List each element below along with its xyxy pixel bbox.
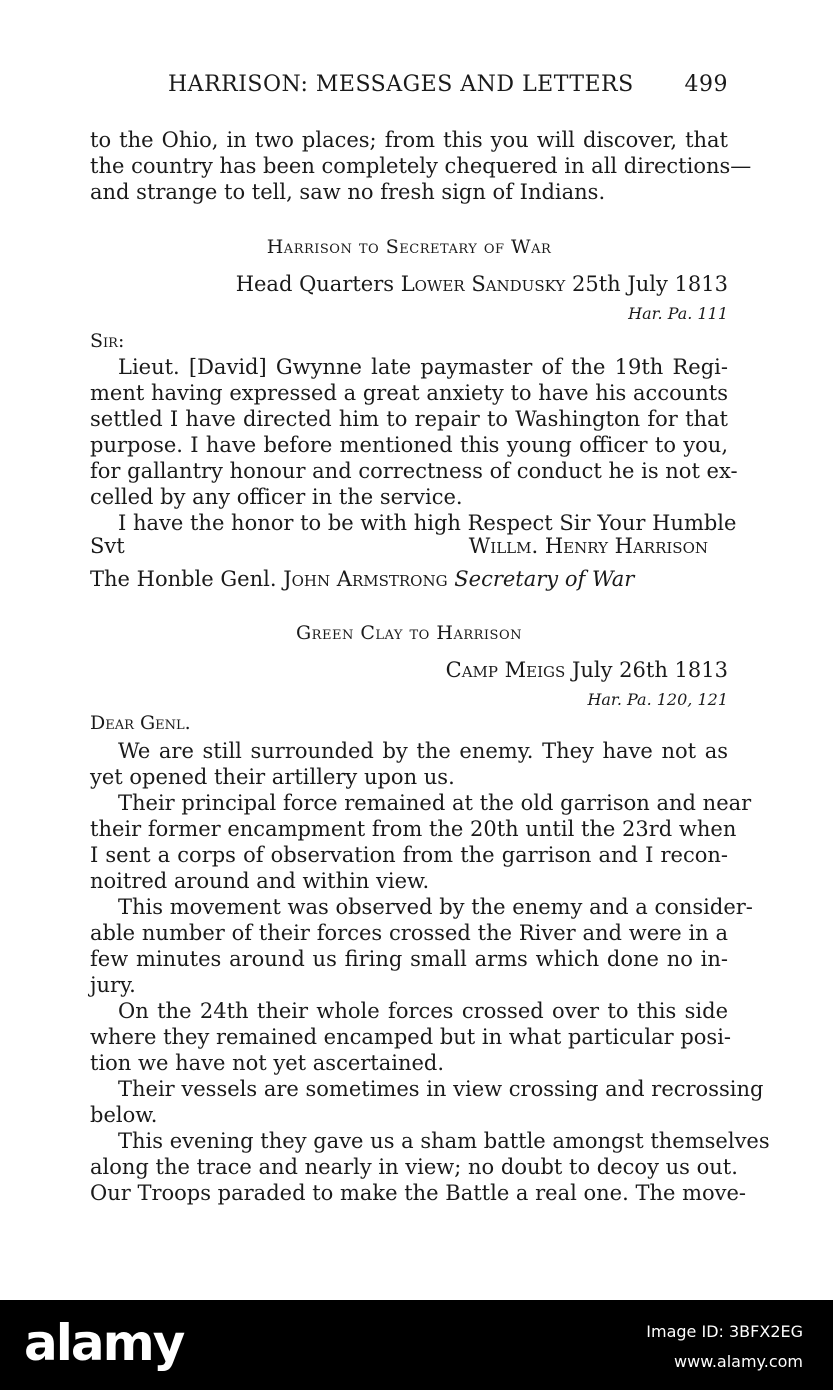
text-line: few minutes around us firing small arms which done no in-: [90, 947, 728, 971]
dateline-prefix: Head Quarters: [235, 272, 401, 296]
text-line: purpose. I have before mentioned this young officer to you,: [90, 433, 728, 457]
source-reference: Har. Pa. 111: [628, 304, 728, 323]
signature: Willm. Henry Harrison: [468, 534, 708, 558]
text-line: This movement was observed by the enemy and a consider-: [118, 895, 753, 919]
text-line: We are still surrounded by the enemy. They have not as: [118, 739, 728, 763]
text-line: Their principal force remained at the old garrison and near: [118, 791, 752, 815]
dateline-date: 25th July 1813: [565, 272, 728, 296]
intro-paragraph: [90, 127, 752, 205]
letter-body: [90, 354, 738, 536]
text-line: able number of their forces crossed the River and were in a: [90, 921, 728, 945]
text-line: This evening they gave us a sham battle amongst themselves: [118, 1129, 770, 1153]
text-line: Their vessels are sometimes in view crossing and recrossing: [118, 1077, 764, 1101]
text-line: On the 24th their whole forces crossed over to this side: [118, 999, 728, 1023]
text-line: settled I have directed him to repair to Washington for that: [90, 407, 728, 431]
text-line: ment having expressed a great anxiety to have his accounts: [90, 381, 728, 405]
text-line: along the trace and nearly in view; no doubt to decoy us out.: [90, 1155, 738, 1179]
dateline-place: Lower Sandusky: [400, 272, 566, 296]
text-line: below.: [90, 1103, 158, 1127]
text-line: where they remained encamped but in what particular posi-: [90, 1025, 732, 1049]
text-line: and strange to tell, saw no fresh sign of Indians.: [90, 180, 606, 204]
watermark-footer: [0, 1300, 833, 1390]
text-line: noitred around and within view.: [90, 869, 430, 893]
running-head: [168, 72, 728, 97]
text-line: Our Troops paraded to make the Battle a real one. The move-: [90, 1181, 747, 1205]
addressee-name: John Armstrong: [283, 567, 448, 591]
signature-row: [90, 534, 708, 558]
running-head-title: HARRISON: MESSAGES AND LETTERS: [168, 72, 634, 97]
text-line: for gallantry honour and correctness of conduct he is not ex-: [90, 459, 738, 483]
text-line: yet opened their artillery upon us.: [90, 765, 455, 789]
addressee: [90, 567, 634, 591]
text-line: the country has been completely chequered in all directions—: [90, 154, 752, 178]
closing-word: Svt: [90, 534, 125, 558]
text-line: jury.: [90, 973, 136, 997]
page-number: 499: [684, 72, 728, 97]
letter-body: [90, 738, 770, 1206]
text-line: tion we have not yet ascertained.: [90, 1051, 445, 1075]
source-reference: Har. Pa. 120, 121: [587, 690, 728, 709]
text-line: to the Ohio, in two places; from this you will discover, that: [90, 128, 728, 152]
text-line: Lieut. [David] Gwynne late paymaster of the 19th Regi-: [118, 355, 728, 379]
image-id-label: Image ID: 3BFX2EG: [646, 1322, 803, 1341]
dateline-place: Camp Meigs: [445, 658, 566, 682]
dateline-date: July 26th 1813: [565, 658, 728, 682]
salutation: Dear Genl.: [90, 712, 191, 734]
addressee-title: Secretary of War: [447, 567, 635, 591]
alamy-logo: alamy: [24, 1314, 184, 1372]
salutation: Sir:: [90, 330, 125, 352]
letter-dateline: [236, 272, 728, 296]
letter-dateline: [446, 658, 728, 682]
text-line: celled by any officer in the service.: [90, 485, 463, 509]
letter-heading: Harrison to Secretary of War: [266, 236, 552, 258]
site-url-label: www.alamy.com: [674, 1352, 803, 1371]
text-line: their former encampment from the 20th until the 23rd when: [90, 817, 737, 841]
text-line: I sent a corps of observation from the garrison and I recon-: [90, 843, 728, 867]
text-line: I have the honor to be with high Respect Sir Your Humble: [118, 511, 737, 535]
letter-heading: Green Clay to Harrison: [296, 622, 522, 644]
addressee-prefix: The Honble Genl.: [90, 567, 284, 591]
